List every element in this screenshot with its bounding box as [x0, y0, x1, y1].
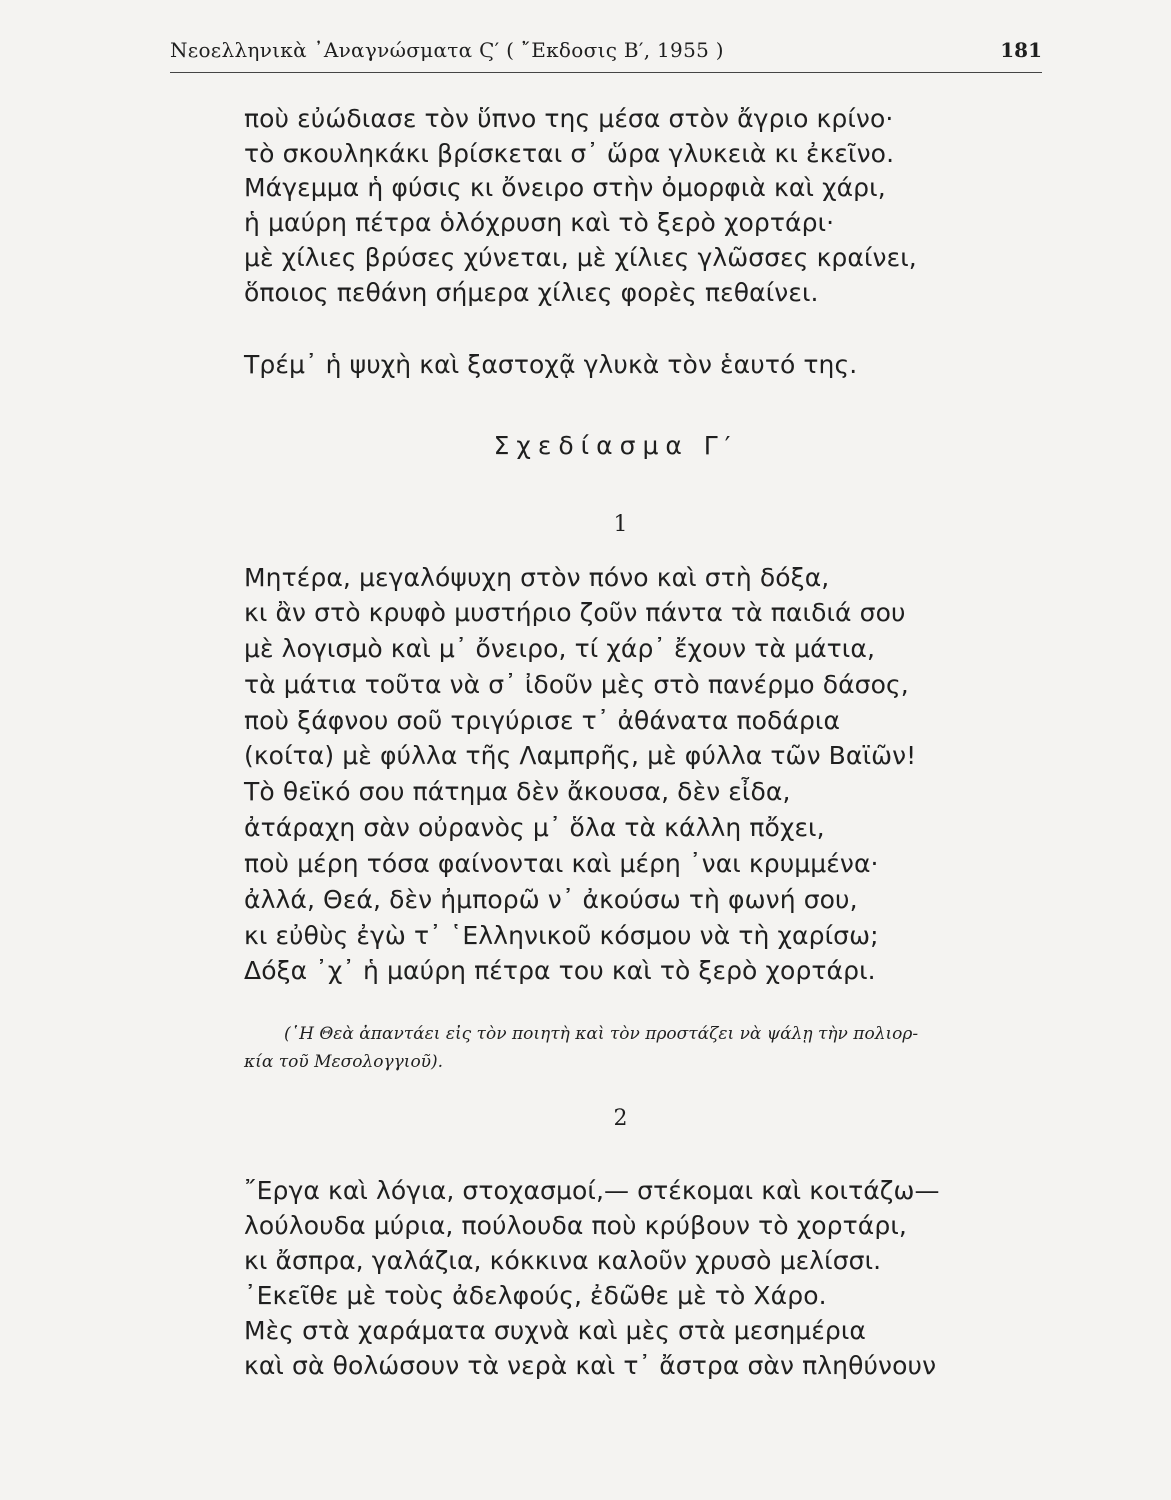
- page-number: 181: [1000, 38, 1042, 62]
- poem-line: ποὺ εὐώδιασε τὸν ὕπνο της μέσα στὸν ἄγριο κρίνο·: [244, 104, 894, 133]
- poem-line: ποὺ ξάφνου σοῦ τριγύρισε τ᾿ ἀθάνατα ποδάρια: [244, 706, 841, 735]
- poem-line: ᾿Εκεῖθε μὲ τοὺς ἀδελφούς, ἐδῶθε μὲ τὸ Χάρο.: [244, 1281, 827, 1310]
- poem-line: Μὲς στὰ χαράματα συχνὰ καὶ μὲς στὰ μεσημέρια: [244, 1316, 867, 1345]
- page-header: [170, 36, 1042, 76]
- editorial-note: [244, 1020, 1044, 1076]
- poem-line: ἀτάραχη σὰν οὐρανὸς μ᾿ ὅλα τὰ κάλλη πὄχει,: [244, 813, 825, 842]
- poem-line: μὲ χίλιες βρύσες χύνεται, μὲ χίλιες γλῶσσες κραίνει,: [244, 243, 917, 272]
- section-title: Σχεδίασμα Γ′: [493, 431, 738, 460]
- poem-line: τὸ σκουληκάκι βρίσκεται σ᾿ ὥρα γλυκειὰ κι ἐκεῖνο.: [244, 139, 895, 168]
- poem-line: ἡ μαύρη πέτρα ὁλόχρυση καὶ τὸ ξερὸ χορτάρι·: [244, 208, 835, 237]
- poem-line: κι εὐθὺς ἐγὼ τ᾿ ῾Ελληνικοῦ κόσμου νὰ τὴ χαρίσω;: [244, 921, 879, 950]
- poem-line: Τὸ θεϊκό σου πάτημα δὲν ἄκουσα, δὲν εἶδα,: [244, 777, 791, 806]
- poem-line: μὲ λογισμὸ καὶ μ᾿ ὄνειρο, τί χάρ᾿ ἔχουν τὰ μάτια,: [244, 634, 875, 663]
- poem-line: ῎Εργα καὶ λόγια, στοχασμοί,— στέκομαι καὶ κοιτάζω—: [244, 1176, 940, 1205]
- poem-line: (κοίτα) μὲ φύλλα τῆς Λαμπρῆς, μὲ φύλλα τῶν Βαϊῶν!: [244, 741, 917, 770]
- poem-line: κι ἄσπρα, γαλάζια, κόκκινα καλοῦν χρυσὸ μελίσσι.: [244, 1246, 882, 1275]
- note-line: κία τοῦ Μεσολογγιοῦ).: [244, 1052, 444, 1072]
- poem-line: ὅποιος πεθάνη σήμερα χίλιες φορὲς πεθαίνει.: [244, 278, 819, 307]
- closing-line: Τρέμ᾿ ἡ ψυχὴ καὶ ξαστοχᾷ γλυκὰ τὸν ἑαυτό της.: [244, 350, 858, 379]
- poem-line: τὰ μάτια τοῦτα νὰ σ᾿ ἰδοῦν μὲς στὸ πανέρμο δάσος,: [244, 670, 909, 699]
- running-title: Νεοελληνικὰ ᾿Αναγνώσματα Ϛ′ ( ῎Εκδοσις Β′, 1955 ): [170, 38, 724, 62]
- poem-line: κι ἂν στὸ κρυφὸ μυστήριο ζοῦν πάντα τὰ παιδιά σου: [244, 598, 906, 627]
- poem-line: ποὺ μέρη τόσα φαίνονται καὶ μέρη ᾿ναι κρυμμένα·: [244, 849, 879, 878]
- poem-line: λούλουδα μύρια, πούλουδα ποὺ κρύβουν τὸ χορτάρι,: [244, 1211, 907, 1240]
- poem-line: Μάγεμμα ἡ φύσις κι ὄνειρο στὴν ὀμορφιὰ καὶ χάρι,: [244, 173, 886, 202]
- note-line: (῾Η Θεὰ ἀπαντάει εἰς τὸν ποιητὴ καὶ τὸν προστάζει νὰ ψάλῃ τὴν πολιορ-: [284, 1024, 919, 1044]
- part-number: 1: [613, 512, 628, 537]
- poem-line: καὶ σὰ θολώσουν τὰ νερὰ καὶ τ᾿ ἄστρα σὰν πληθύνουν: [244, 1351, 937, 1380]
- poem-line: ἀλλά, Θεά, δὲν ἠμπορῶ ν᾿ ἀκούσω τὴ φωνή σου,: [244, 885, 858, 914]
- header-rule: [170, 72, 1042, 73]
- poem-line: Μητέρα, μεγαλόψυχη στὸν πόνο καὶ στὴ δόξα,: [244, 563, 830, 592]
- poem-line: Δόξα ᾿χ᾿ ἡ μαύρη πέτρα του καὶ τὸ ξερὸ χορτάρι.: [244, 956, 876, 985]
- part-number: 2: [613, 1106, 628, 1131]
